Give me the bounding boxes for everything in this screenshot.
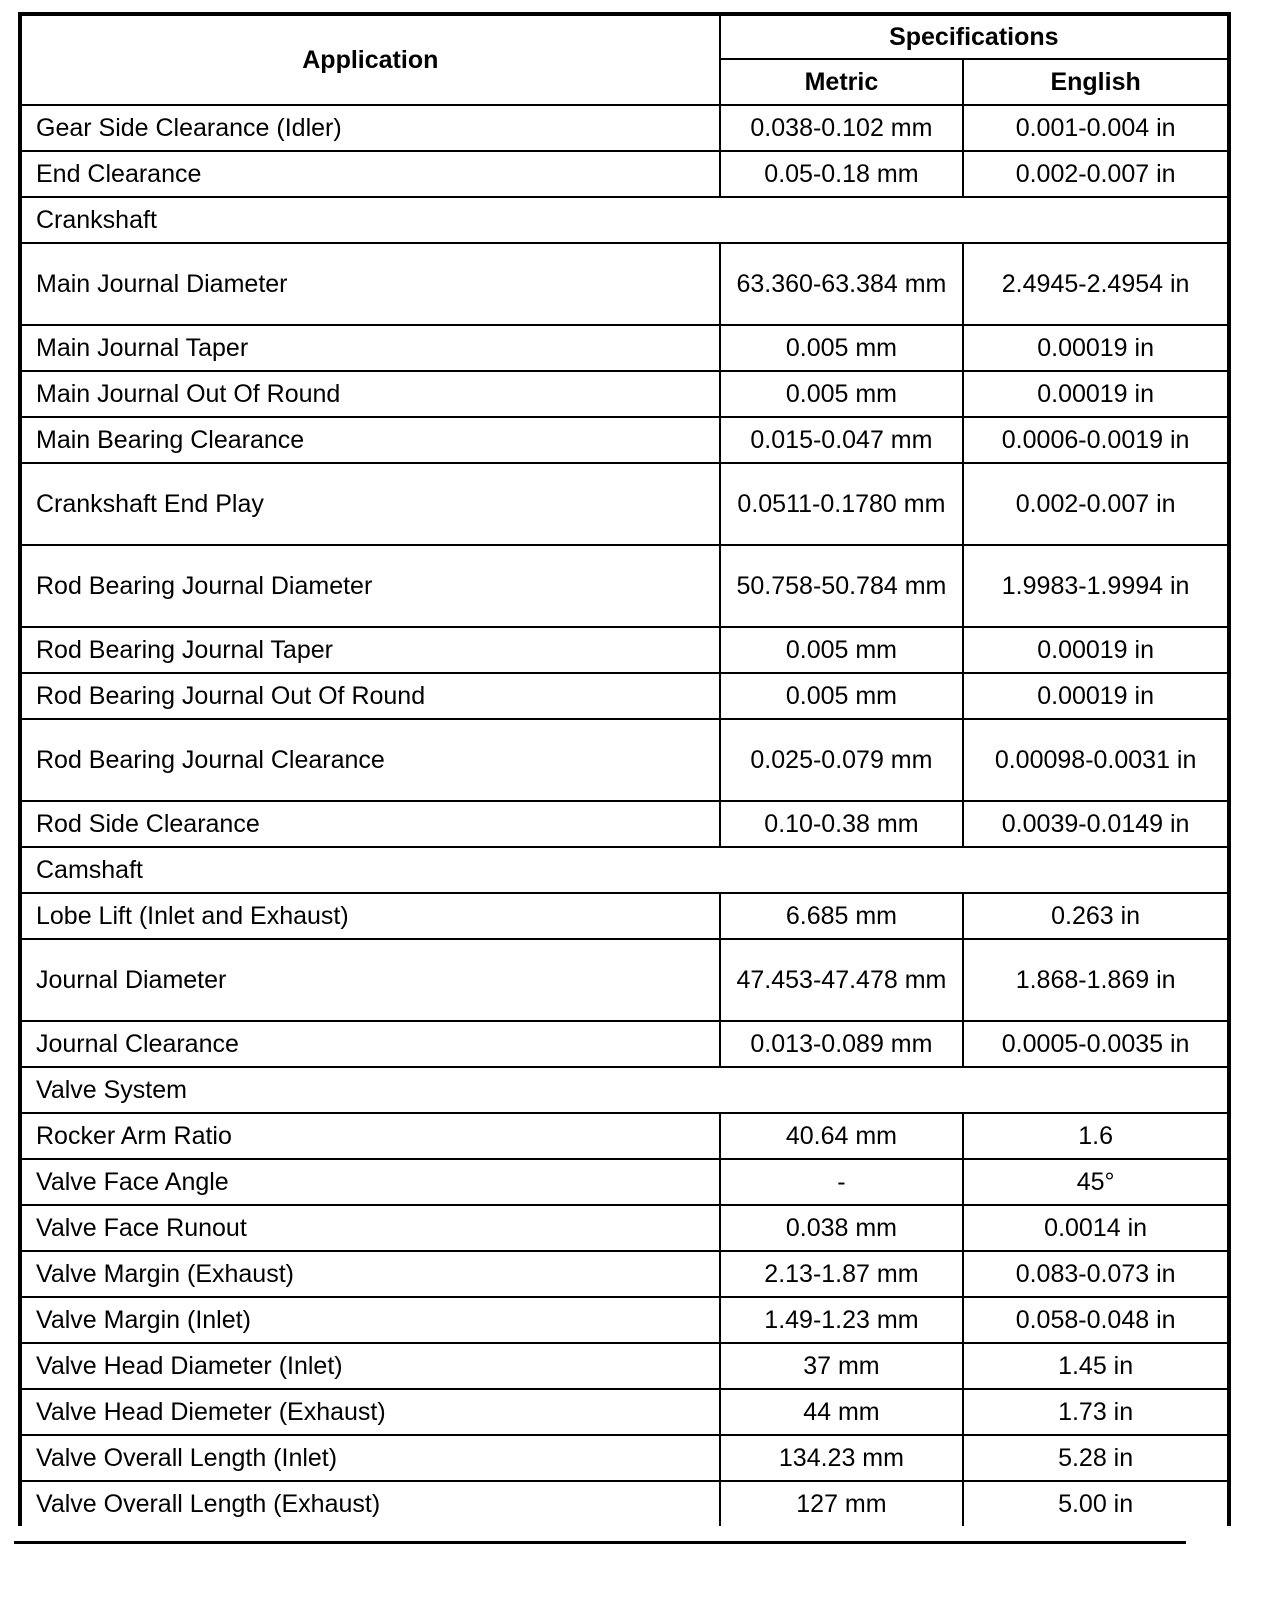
table-row [22, 545, 1227, 627]
table-row [22, 463, 1227, 545]
metric-cell: 0.013-0.089 mm [720, 1021, 964, 1067]
application-cell: Rod Bearing Journal Taper [22, 627, 720, 673]
english-cell: 0.00098-0.0031 in [963, 719, 1227, 801]
metric-cell: 0.015-0.047 mm [720, 417, 964, 463]
table-row [22, 1021, 1227, 1067]
english-cell: 0.0005-0.0035 in [963, 1021, 1227, 1067]
metric-cell: 127 mm [720, 1481, 964, 1526]
table-row [22, 1205, 1227, 1251]
table-row [22, 801, 1227, 847]
table-row [22, 1159, 1227, 1205]
metric-cell: 1.49-1.23 mm [720, 1297, 964, 1343]
table-row [22, 1435, 1227, 1481]
metric-cell: - [720, 1159, 964, 1205]
english-cell: 5.28 in [963, 1435, 1227, 1481]
metric-cell: 134.23 mm [720, 1435, 964, 1481]
application-cell: Valve Face Angle [22, 1159, 720, 1205]
english-cell: 0.0014 in [963, 1205, 1227, 1251]
metric-cell: 47.453-47.478 mm [720, 939, 964, 1021]
metric-header: Metric [720, 59, 964, 105]
table-row [22, 893, 1227, 939]
application-cell: Valve Head Diemeter (Exhaust) [22, 1389, 720, 1435]
metric-cell: 0.005 mm [720, 627, 964, 673]
table-row [22, 939, 1227, 1021]
metric-cell: 0.0511-0.1780 mm [720, 463, 964, 545]
metric-cell: 0.005 mm [720, 325, 964, 371]
section-row [22, 1067, 1227, 1113]
metric-cell: 0.025-0.079 mm [720, 719, 964, 801]
application-cell: Main Bearing Clearance [22, 417, 720, 463]
table-row [22, 1251, 1227, 1297]
english-cell: 0.00019 in [963, 627, 1227, 673]
english-cell: 1.9983-1.9994 in [963, 545, 1227, 627]
table-row [22, 1343, 1227, 1389]
metric-cell: 2.13-1.87 mm [720, 1251, 964, 1297]
english-cell: 0.001-0.004 in [963, 105, 1227, 151]
application-cell: Journal Diameter [22, 939, 720, 1021]
table-row [22, 673, 1227, 719]
table-row [22, 151, 1227, 197]
table-row [22, 325, 1227, 371]
section-title: Valve System [22, 1067, 1227, 1113]
english-cell: 1.45 in [963, 1343, 1227, 1389]
specifications-table-frame [18, 12, 1231, 1526]
application-cell: Rod Bearing Journal Diameter [22, 545, 720, 627]
application-cell: Valve Overall Length (Exhaust) [22, 1481, 720, 1526]
application-cell: Crankshaft End Play [22, 463, 720, 545]
metric-cell: 6.685 mm [720, 893, 964, 939]
application-cell: Gear Side Clearance (Idler) [22, 105, 720, 151]
table-row [22, 627, 1227, 673]
application-cell: Main Journal Taper [22, 325, 720, 371]
metric-cell: 63.360-63.384 mm [720, 243, 964, 325]
metric-cell: 0.005 mm [720, 371, 964, 417]
application-cell: Rod Side Clearance [22, 801, 720, 847]
english-cell: 45° [963, 1159, 1227, 1205]
english-cell: 2.4945-2.4954 in [963, 243, 1227, 325]
section-row [22, 847, 1227, 893]
application-cell: End Clearance [22, 151, 720, 197]
english-cell: 5.00 in [963, 1481, 1227, 1526]
english-cell: 0.263 in [963, 893, 1227, 939]
english-cell: 0.002-0.007 in [963, 151, 1227, 197]
english-cell: 0.00019 in [963, 673, 1227, 719]
metric-cell: 37 mm [720, 1343, 964, 1389]
application-cell: Journal Clearance [22, 1021, 720, 1067]
bottom-rule [14, 1541, 1186, 1544]
english-cell: 0.058-0.048 in [963, 1297, 1227, 1343]
table-row [22, 243, 1227, 325]
section-row [22, 197, 1227, 243]
application-cell: Rod Bearing Journal Clearance [22, 719, 720, 801]
table-row [22, 719, 1227, 801]
application-cell: Valve Overall Length (Inlet) [22, 1435, 720, 1481]
english-cell: 0.00019 in [963, 371, 1227, 417]
metric-cell: 0.038 mm [720, 1205, 964, 1251]
table-row [22, 371, 1227, 417]
application-cell: Main Journal Diameter [22, 243, 720, 325]
english-cell: 0.002-0.007 in [963, 463, 1227, 545]
application-cell: Valve Face Runout [22, 1205, 720, 1251]
english-header: English [963, 59, 1227, 105]
table-row [22, 417, 1227, 463]
application-cell: Rod Bearing Journal Out Of Round [22, 673, 720, 719]
table-row [22, 1481, 1227, 1526]
english-cell: 0.083-0.073 in [963, 1251, 1227, 1297]
metric-cell: 0.005 mm [720, 673, 964, 719]
application-cell: Lobe Lift (Inlet and Exhaust) [22, 893, 720, 939]
application-cell: Main Journal Out Of Round [22, 371, 720, 417]
application-cell: Valve Head Diameter (Inlet) [22, 1343, 720, 1389]
table-row [22, 1297, 1227, 1343]
english-cell: 1.868-1.869 in [963, 939, 1227, 1021]
specifications-table [22, 16, 1227, 1526]
table-row [22, 105, 1227, 151]
specifications-header: Specifications [720, 16, 1227, 59]
metric-cell: 44 mm [720, 1389, 964, 1435]
section-title: Crankshaft [22, 197, 1227, 243]
metric-cell: 50.758-50.784 mm [720, 545, 964, 627]
english-cell: 1.73 in [963, 1389, 1227, 1435]
english-cell: 0.0006-0.0019 in [963, 417, 1227, 463]
application-cell: Valve Margin (Exhaust) [22, 1251, 720, 1297]
english-cell: 1.6 [963, 1113, 1227, 1159]
english-cell: 0.00019 in [963, 325, 1227, 371]
metric-cell: 0.038-0.102 mm [720, 105, 964, 151]
application-cell: Valve Margin (Inlet) [22, 1297, 720, 1343]
table-row [22, 1389, 1227, 1435]
metric-cell: 40.64 mm [720, 1113, 964, 1159]
table-body [22, 105, 1227, 1526]
section-title: Camshaft [22, 847, 1227, 893]
english-cell: 0.0039-0.0149 in [963, 801, 1227, 847]
metric-cell: 0.10-0.38 mm [720, 801, 964, 847]
table-row [22, 1113, 1227, 1159]
application-cell: Rocker Arm Ratio [22, 1113, 720, 1159]
metric-cell: 0.05-0.18 mm [720, 151, 964, 197]
application-header: Application [22, 16, 720, 105]
